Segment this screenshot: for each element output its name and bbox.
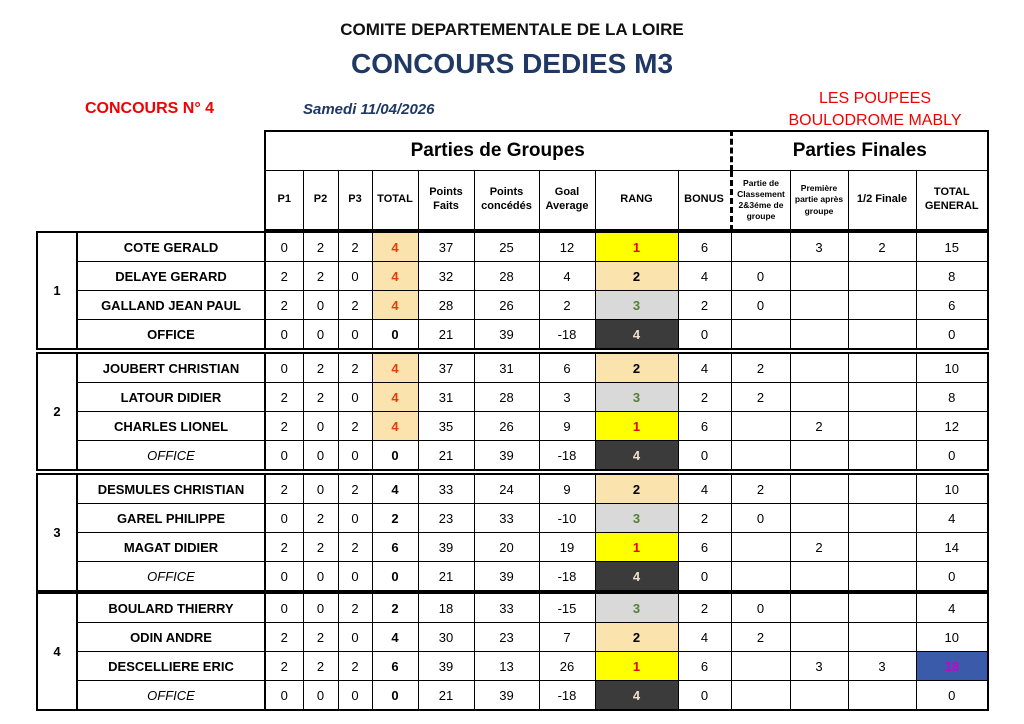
- goal-average-cell: 12: [539, 232, 595, 262]
- header-table: [264, 130, 989, 231]
- office-row: [37, 441, 988, 471]
- group-number: 1: [37, 232, 77, 349]
- bonus-cell: 2: [678, 291, 731, 320]
- bonus-cell: 2: [678, 593, 731, 623]
- p1-cell: 2: [265, 412, 303, 441]
- p3-cell: 0: [338, 320, 372, 350]
- player-name-cell: ODIN ANDRE: [77, 623, 265, 652]
- points-faits-cell: 31: [418, 383, 474, 412]
- partie-classement-cell: 2: [731, 383, 790, 412]
- points-faits-cell: 21: [418, 681, 474, 711]
- total-general-cell: 10: [916, 623, 988, 652]
- points-concedes-cell: 31: [474, 353, 539, 383]
- p3-cell: 0: [338, 441, 372, 471]
- page-title: CONCOURS DEDIES M3: [350, 48, 674, 79]
- player-row: [37, 291, 988, 320]
- total-general-cell: 4: [916, 593, 988, 623]
- points-faits-cell: 32: [418, 262, 474, 291]
- rang-cell: 3: [595, 383, 678, 412]
- goal-average-cell: 2: [539, 291, 595, 320]
- rang-cell: 2: [595, 474, 678, 504]
- organization-title: COMITE DEPARTEMENTALE DE LA LOIRE: [340, 20, 684, 39]
- goal-average-cell: 9: [539, 412, 595, 441]
- demi-finale-cell: 3: [848, 652, 916, 681]
- points-faits-cell: 21: [418, 441, 474, 471]
- office-name-cell: OFFICE: [77, 562, 265, 592]
- premiere-partie-cell: 3: [790, 232, 848, 262]
- bonus-cell: 0: [678, 681, 731, 711]
- premiere-partie-cell: [790, 474, 848, 504]
- goal-average-cell: 7: [539, 623, 595, 652]
- p3-cell: 2: [338, 533, 372, 562]
- player-name-cell: JOUBERT CHRISTIAN: [77, 353, 265, 383]
- column-header-goal-average: Goal Average: [539, 171, 595, 231]
- p3-cell: 2: [338, 353, 372, 383]
- premiere-partie-cell: 2: [790, 533, 848, 562]
- demi-finale-cell: [848, 504, 916, 533]
- total-general-cell: 18: [916, 652, 988, 681]
- bonus-cell: 2: [678, 504, 731, 533]
- player-name-cell: MAGAT DIDIER: [77, 533, 265, 562]
- partie-classement-cell: [731, 320, 790, 350]
- points-concedes-cell: 39: [474, 562, 539, 592]
- points-concedes-cell: 20: [474, 533, 539, 562]
- total-general-cell: 6: [916, 291, 988, 320]
- total-cell: 4: [372, 232, 418, 262]
- group-number: 2: [37, 353, 77, 470]
- player-row: [37, 262, 988, 291]
- points-concedes-cell: 13: [474, 652, 539, 681]
- column-header-demi-finale: 1/2 Finale: [848, 171, 916, 231]
- bonus-cell: 4: [678, 353, 731, 383]
- p3-cell: 0: [338, 383, 372, 412]
- column-header-premiere-partie: Première partie après groupe: [790, 171, 848, 231]
- goal-average-cell: -15: [539, 593, 595, 623]
- player-row: [37, 504, 988, 533]
- partie-classement-cell: [731, 681, 790, 711]
- bonus-cell: 2: [678, 383, 731, 412]
- total-general-cell: 4: [916, 504, 988, 533]
- column-header-total: TOTAL: [372, 171, 418, 231]
- points-faits-cell: 35: [418, 412, 474, 441]
- premiere-partie-cell: [790, 262, 848, 291]
- column-header-total-general: TOTAL GENERAL: [916, 171, 988, 231]
- p1-cell: 0: [265, 593, 303, 623]
- demi-finale-cell: [848, 353, 916, 383]
- office-row: [37, 562, 988, 592]
- column-header-p2: P2: [303, 171, 338, 231]
- group-table-1: [36, 231, 989, 350]
- total-general-cell: 10: [916, 474, 988, 504]
- points-concedes-cell: 33: [474, 504, 539, 533]
- total-cell: 0: [372, 441, 418, 471]
- player-name-cell: GALLAND JEAN PAUL: [77, 291, 265, 320]
- group-table-2: [36, 352, 989, 471]
- demi-finale-cell: [848, 623, 916, 652]
- p1-cell: 0: [265, 504, 303, 533]
- demi-finale-cell: [848, 412, 916, 441]
- partie-classement-cell: 2: [731, 353, 790, 383]
- player-row: [37, 652, 988, 681]
- total-cell: 4: [372, 353, 418, 383]
- p1-cell: 2: [265, 262, 303, 291]
- rang-cell: 4: [595, 562, 678, 592]
- points-faits-cell: 21: [418, 320, 474, 350]
- p3-cell: 0: [338, 562, 372, 592]
- premiere-partie-cell: [790, 383, 848, 412]
- total-general-cell: 12: [916, 412, 988, 441]
- bonus-cell: 0: [678, 320, 731, 350]
- total-general-cell: 15: [916, 232, 988, 262]
- points-faits-cell: 39: [418, 533, 474, 562]
- partie-classement-cell: [731, 412, 790, 441]
- player-row: [37, 533, 988, 562]
- total-general-cell: 8: [916, 262, 988, 291]
- total-cell: 4: [372, 474, 418, 504]
- p1-cell: 2: [265, 291, 303, 320]
- p3-cell: 2: [338, 412, 372, 441]
- p1-cell: 2: [265, 474, 303, 504]
- column-header-points-faits: Points Faits: [418, 171, 474, 231]
- goal-average-cell: -18: [539, 562, 595, 592]
- goal-average-cell: 3: [539, 383, 595, 412]
- p3-cell: 2: [338, 474, 372, 504]
- p1-cell: 0: [265, 441, 303, 471]
- partie-classement-cell: [731, 562, 790, 592]
- bonus-cell: 0: [678, 562, 731, 592]
- p2-cell: 0: [303, 562, 338, 592]
- player-row: [37, 593, 988, 623]
- premiere-partie-cell: [790, 291, 848, 320]
- total-cell: 6: [372, 533, 418, 562]
- player-name-cell: DELAYE GERARD: [77, 262, 265, 291]
- player-name-cell: GAREL PHILIPPE: [77, 504, 265, 533]
- p2-cell: 2: [303, 383, 338, 412]
- player-name-cell: COTE GERALD: [77, 232, 265, 262]
- group-number: 3: [37, 474, 77, 591]
- demi-finale-cell: [848, 562, 916, 592]
- demi-finale-cell: [848, 533, 916, 562]
- total-general-cell: 8: [916, 383, 988, 412]
- column-header-p3: P3: [338, 171, 372, 231]
- points-concedes-cell: 25: [474, 232, 539, 262]
- total-general-cell: 0: [916, 681, 988, 711]
- total-general-cell: 10: [916, 353, 988, 383]
- player-name-cell: DESMULES CHRISTIAN: [77, 474, 265, 504]
- goal-average-cell: -10: [539, 504, 595, 533]
- office-row: [37, 320, 988, 350]
- total-general-cell: 0: [916, 441, 988, 471]
- p1-cell: 0: [265, 232, 303, 262]
- demi-finale-cell: [848, 441, 916, 471]
- total-cell: 4: [372, 262, 418, 291]
- player-row: [37, 412, 988, 441]
- points-faits-cell: 37: [418, 353, 474, 383]
- goal-average-cell: 9: [539, 474, 595, 504]
- rang-cell: 4: [595, 441, 678, 471]
- rang-cell: 2: [595, 623, 678, 652]
- column-header-bonus: BONUS: [678, 171, 731, 231]
- goal-average-cell: -18: [539, 441, 595, 471]
- event-date: Samedi 11/04/2026: [303, 101, 435, 118]
- p2-cell: 2: [303, 652, 338, 681]
- points-concedes-cell: 39: [474, 441, 539, 471]
- total-cell: 4: [372, 291, 418, 320]
- p3-cell: 2: [338, 291, 372, 320]
- p2-cell: 2: [303, 504, 338, 533]
- venue-location: BOULODROME MABLY: [788, 111, 962, 129]
- partie-classement-cell: 2: [731, 623, 790, 652]
- p2-cell: 2: [303, 533, 338, 562]
- p2-cell: 0: [303, 681, 338, 711]
- demi-finale-cell: [848, 383, 916, 412]
- goal-average-cell: 4: [539, 262, 595, 291]
- points-faits-cell: 30: [418, 623, 474, 652]
- points-faits-cell: 18: [418, 593, 474, 623]
- points-faits-cell: 39: [418, 652, 474, 681]
- partie-classement-cell: 2: [731, 474, 790, 504]
- premiere-partie-cell: [790, 320, 848, 350]
- points-faits-cell: 28: [418, 291, 474, 320]
- points-faits-cell: 23: [418, 504, 474, 533]
- bonus-cell: 6: [678, 652, 731, 681]
- rang-cell: 1: [595, 412, 678, 441]
- player-row: [37, 232, 988, 262]
- section-header-parties-finales: Parties Finales: [731, 131, 988, 171]
- demi-finale-cell: [848, 262, 916, 291]
- p2-cell: 2: [303, 623, 338, 652]
- partie-classement-cell: [731, 441, 790, 471]
- goal-average-cell: 19: [539, 533, 595, 562]
- p3-cell: 0: [338, 681, 372, 711]
- points-concedes-cell: 24: [474, 474, 539, 504]
- points-concedes-cell: 39: [474, 681, 539, 711]
- partie-classement-cell: 0: [731, 262, 790, 291]
- total-general-cell: 0: [916, 562, 988, 592]
- column-header-p1: P1: [265, 171, 303, 231]
- bonus-cell: 0: [678, 441, 731, 471]
- premiere-partie-cell: 2: [790, 412, 848, 441]
- p2-cell: 0: [303, 593, 338, 623]
- office-name-cell: OFFICE: [77, 441, 265, 471]
- demi-finale-cell: [848, 291, 916, 320]
- player-row: [37, 383, 988, 412]
- p2-cell: 0: [303, 412, 338, 441]
- bonus-cell: 6: [678, 533, 731, 562]
- total-cell: 2: [372, 593, 418, 623]
- partie-classement-cell: 0: [731, 291, 790, 320]
- rang-cell: 1: [595, 533, 678, 562]
- p2-cell: 0: [303, 474, 338, 504]
- section-header-parties-groupes: Parties de Groupes: [265, 131, 731, 171]
- player-name-cell: LATOUR DIDIER: [77, 383, 265, 412]
- points-concedes-cell: 33: [474, 593, 539, 623]
- p1-cell: 2: [265, 623, 303, 652]
- rang-cell: 3: [595, 504, 678, 533]
- premiere-partie-cell: 3: [790, 652, 848, 681]
- demi-finale-cell: [848, 474, 916, 504]
- column-header-rang: RANG: [595, 171, 678, 231]
- total-cell: 4: [372, 412, 418, 441]
- rang-cell: 3: [595, 593, 678, 623]
- rang-cell: 4: [595, 320, 678, 350]
- p1-cell: 0: [265, 562, 303, 592]
- venue-club: LES POUPEES: [818, 90, 932, 107]
- points-faits-cell: 33: [418, 474, 474, 504]
- premiere-partie-cell: [790, 504, 848, 533]
- points-faits-cell: 37: [418, 232, 474, 262]
- bonus-cell: 4: [678, 262, 731, 291]
- premiere-partie-cell: [790, 353, 848, 383]
- demi-finale-cell: [848, 320, 916, 350]
- p1-cell: 0: [265, 353, 303, 383]
- player-name-cell: DESCELLIERE ERIC: [77, 652, 265, 681]
- p3-cell: 0: [338, 504, 372, 533]
- points-concedes-cell: 26: [474, 291, 539, 320]
- office-row: [37, 681, 988, 711]
- rang-cell: 2: [595, 353, 678, 383]
- points-concedes-cell: 26: [474, 412, 539, 441]
- demi-finale-cell: [848, 593, 916, 623]
- bonus-cell: 4: [678, 623, 731, 652]
- partie-classement-cell: [731, 652, 790, 681]
- office-name-cell: OFFICE: [77, 681, 265, 711]
- player-row: [37, 623, 988, 652]
- rang-cell: 1: [595, 232, 678, 262]
- player-name-cell: BOULARD THIERRY: [77, 593, 265, 623]
- rang-cell: 4: [595, 681, 678, 711]
- goal-average-cell: 26: [539, 652, 595, 681]
- premiere-partie-cell: [790, 562, 848, 592]
- points-concedes-cell: 23: [474, 623, 539, 652]
- premiere-partie-cell: [790, 623, 848, 652]
- partie-classement-cell: 0: [731, 593, 790, 623]
- column-header-points-concedes: Points concédés: [474, 171, 539, 231]
- p3-cell: 0: [338, 262, 372, 291]
- goal-average-cell: -18: [539, 681, 595, 711]
- rang-cell: 3: [595, 291, 678, 320]
- points-faits-cell: 21: [418, 562, 474, 592]
- p2-cell: 2: [303, 353, 338, 383]
- total-cell: 2: [372, 504, 418, 533]
- premiere-partie-cell: [790, 441, 848, 471]
- concours-number: CONCOURS N° 4: [85, 100, 215, 117]
- total-general-cell: 0: [916, 320, 988, 350]
- bonus-cell: 6: [678, 232, 731, 262]
- p2-cell: 2: [303, 262, 338, 291]
- goal-average-cell: 6: [539, 353, 595, 383]
- total-cell: 4: [372, 383, 418, 412]
- p1-cell: 0: [265, 320, 303, 350]
- group-table-3: [36, 473, 989, 592]
- points-concedes-cell: 28: [474, 383, 539, 412]
- player-name-cell: CHARLES LIONEL: [77, 412, 265, 441]
- player-row: [37, 353, 988, 383]
- p2-cell: 0: [303, 291, 338, 320]
- total-cell: 0: [372, 562, 418, 592]
- total-cell: 4: [372, 623, 418, 652]
- p2-cell: 0: [303, 441, 338, 471]
- demi-finale-cell: 2: [848, 232, 916, 262]
- p1-cell: 2: [265, 383, 303, 412]
- p2-cell: 0: [303, 320, 338, 350]
- rang-cell: 1: [595, 652, 678, 681]
- venue-block: [760, 88, 990, 131]
- bonus-cell: 6: [678, 412, 731, 441]
- points-concedes-cell: 39: [474, 320, 539, 350]
- demi-finale-cell: [848, 681, 916, 711]
- partie-classement-cell: [731, 232, 790, 262]
- p1-cell: 2: [265, 533, 303, 562]
- p1-cell: 2: [265, 652, 303, 681]
- p3-cell: 2: [338, 593, 372, 623]
- p3-cell: 2: [338, 232, 372, 262]
- goal-average-cell: -18: [539, 320, 595, 350]
- office-name-cell: OFFICE: [77, 320, 265, 350]
- points-concedes-cell: 28: [474, 262, 539, 291]
- total-cell: 0: [372, 320, 418, 350]
- premiere-partie-cell: [790, 593, 848, 623]
- player-row: [37, 474, 988, 504]
- p1-cell: 0: [265, 681, 303, 711]
- premiere-partie-cell: [790, 681, 848, 711]
- column-header-partie-classement: Partie de Classement 2&3éme de groupe: [731, 171, 790, 231]
- rang-cell: 2: [595, 262, 678, 291]
- bonus-cell: 4: [678, 474, 731, 504]
- partie-classement-cell: 0: [731, 504, 790, 533]
- p2-cell: 2: [303, 232, 338, 262]
- group-number: 4: [37, 593, 77, 710]
- total-cell: 0: [372, 681, 418, 711]
- p3-cell: 2: [338, 652, 372, 681]
- p3-cell: 0: [338, 623, 372, 652]
- partie-classement-cell: [731, 533, 790, 562]
- total-cell: 6: [372, 652, 418, 681]
- group-table-4: [36, 592, 989, 711]
- total-general-cell: 14: [916, 533, 988, 562]
